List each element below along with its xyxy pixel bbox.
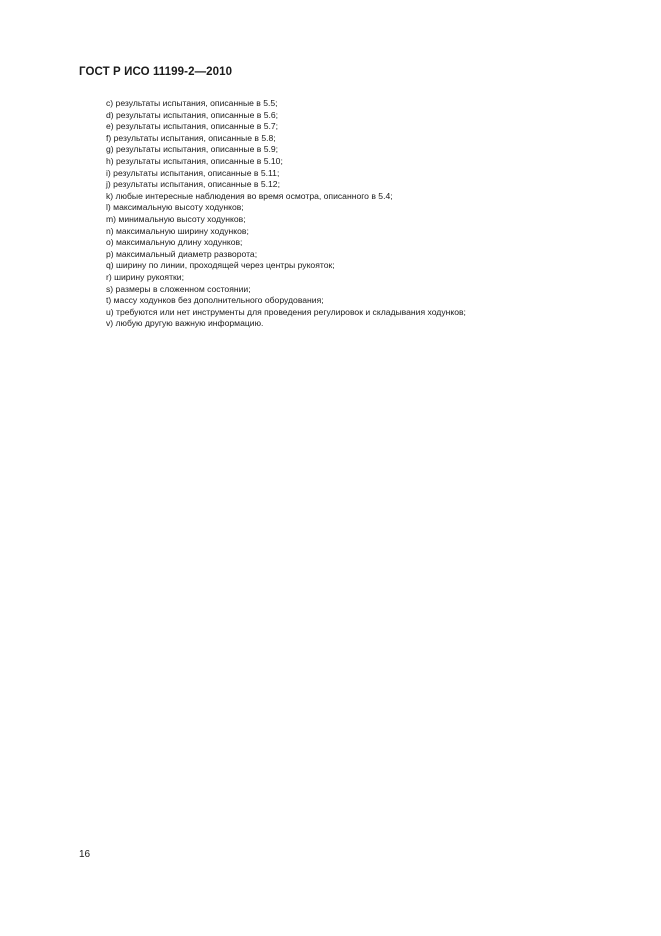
list-item-f: f) результаты испытания, описанные в 5.8; xyxy=(106,132,276,143)
list-item-p: p) максимальный диаметр разворота; xyxy=(106,248,258,259)
list-item-k: k) любые интересные наблюдения во время осмотра, описанного в 5.4; xyxy=(106,190,393,201)
list-item-u: u) требуются или нет инструменты для проведения регулировок и складывания ходунков; xyxy=(106,306,466,317)
list-item-v: v) любую другую важную информацию. xyxy=(106,318,264,329)
list-item-n: n) максимальную ширину ходунков; xyxy=(106,225,249,236)
list-item-l: l) максимальную высоту ходунков; xyxy=(106,202,244,213)
list-item-m: m) минимальную высоту ходунков; xyxy=(106,213,246,224)
list-item-e: e) результаты испытания, описанные в 5.7; xyxy=(106,121,279,132)
list-item-d: d) результаты испытания, описанные в 5.6; xyxy=(106,109,279,120)
list-item-i: i) результаты испытания, описанные в 5.11; xyxy=(106,167,280,178)
document-header: ГОСТ Р ИСО 11199-2—2010 xyxy=(79,66,233,78)
list-item-r: r) ширину рукоятки; xyxy=(106,271,184,282)
list-item-s: s) размеры в сложенном состоянии; xyxy=(106,283,251,294)
list-item-h: h) результаты испытания, описанные в 5.10; xyxy=(106,155,283,166)
list-item-c: c) результаты испытания, описанные в 5.5; xyxy=(106,98,278,108)
list-item-g: g) результаты испытания, описанные в 5.9; xyxy=(106,144,279,155)
list-item-t: t) массу ходунков без дополнительного оборудования; xyxy=(106,295,324,306)
list-item-o: o) максимальную длину ходунков; xyxy=(106,237,243,248)
page-number: 16 xyxy=(79,849,91,860)
report-items-list xyxy=(106,98,626,330)
list-item-q: q) ширину по линии, проходящей через центры рукояток; xyxy=(106,260,335,271)
list-item-j: j) результаты испытания, описанные в 5.12; xyxy=(106,179,280,190)
